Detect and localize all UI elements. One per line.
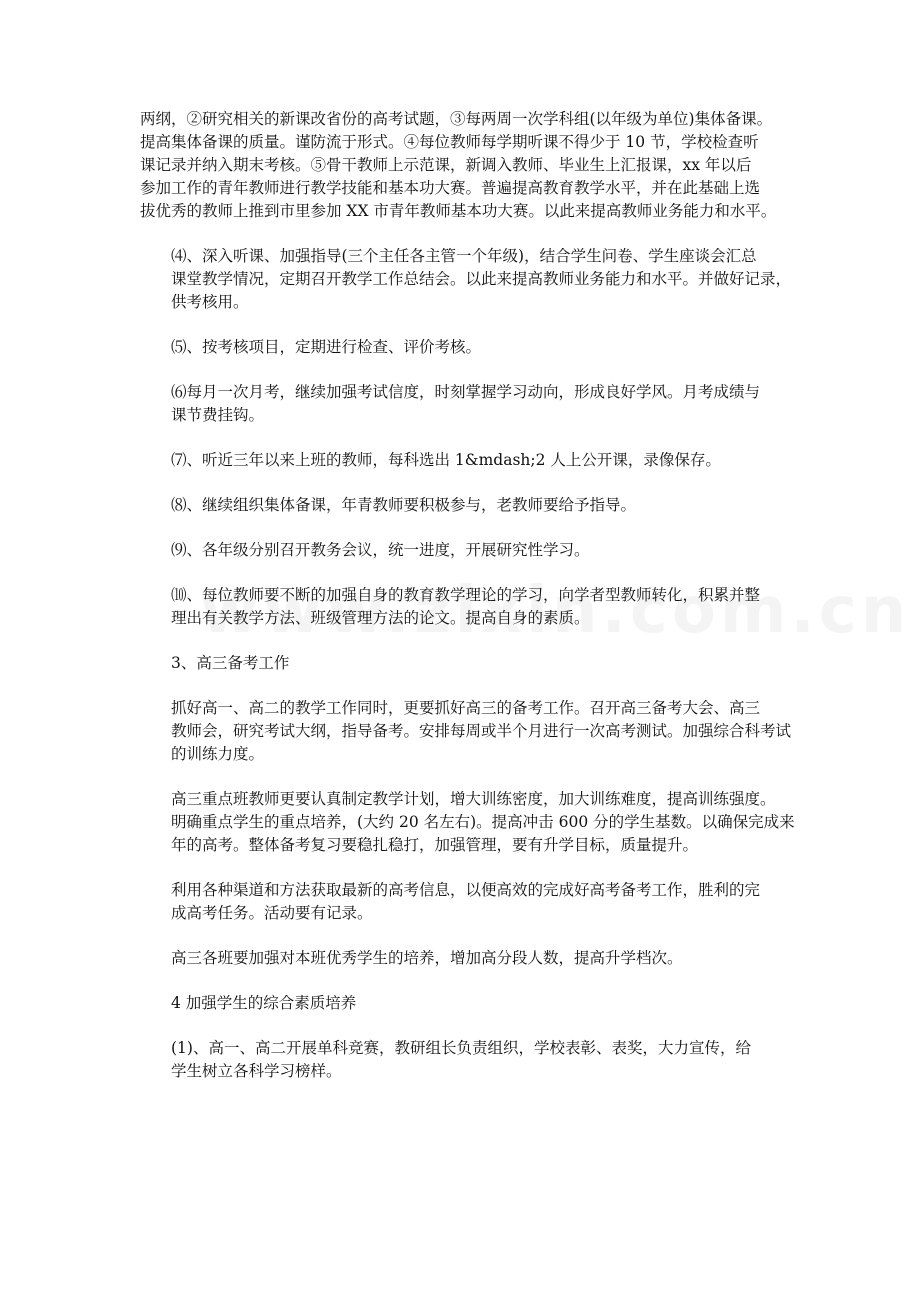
text-line: 拔优秀的教师上推到市里参加 XX 市青年教师基本功大赛。以此来提高教师业务能力和水平。	[140, 202, 777, 220]
paragraph	[140, 336, 790, 359]
paragraph	[140, 245, 790, 314]
text-line: 学生树立各科学习榜样。	[171, 1062, 342, 1080]
text-line: 两纲，②研究相关的新课改省份的高考试题，③每两周一次学科组(以年级为单位)集体备课。	[140, 110, 773, 128]
text-line: 课记录并纳入期末考核。⑤骨干教师上示范课，新调入教师、毕业生上汇报课，xx 年以后	[140, 156, 752, 174]
text-line: 利用各种渠道和方法获取最新的高考信息，以便高效的完成好高考备考工作，胜利的完	[171, 881, 761, 899]
text-line: ⑹每月一次月考，继续加强考试信度，时刻掌握学习动向，形成良好学风。月考成绩与	[171, 383, 761, 401]
text-line: (1)、高一、高二开展单科竞赛，教研组长负责组织，学校表彰、表奖，大力宣传，给	[171, 1039, 751, 1057]
text-line: 理出有关教学方法、班级管理方法的论文。提高自身的素质。	[171, 609, 590, 627]
text-line: ⑼、各年级分别召开教务会议，统一进度，开展研究性学习。	[171, 541, 590, 559]
text-line: ⑻、继续组织集体备课，年青教师要积极参与，老教师要给予指导。	[171, 496, 637, 514]
text-line: ⑽、每位教师要不断的加强自身的教育教学理论的学习，向学者型教师转化，积累并整	[171, 586, 761, 604]
paragraph	[140, 788, 795, 857]
paragraph	[140, 494, 790, 517]
paragraph	[140, 697, 790, 766]
text-line: 课堂教学情况，定期召开教学工作总结会。以此来提高教师业务能力和水平。并做好记录，	[171, 270, 792, 288]
document-body	[140, 108, 795, 1105]
text-line: 高三各班要加强对本班优秀学生的培养，增加高分段人数，提高升学档次。	[171, 949, 683, 967]
paragraph	[140, 879, 790, 925]
paragraph	[140, 1037, 790, 1083]
paragraph	[140, 947, 790, 970]
text-line: ⑷、深入听课、加强指导(三个主任各主管一个年级)，结合学生问卷、学生座谈会汇总	[171, 247, 757, 265]
text-line: 年的高考。整体备考复习要稳扎稳打，加强管理，要有升学目标，质量提升。	[171, 836, 699, 854]
text-line: 成高考任务。活动要有记录。	[171, 904, 373, 922]
text-line: 参加工作的青年教师进行教学技能和基本功大赛。普遍提高教育教学水平，并在此基础上选	[140, 179, 761, 197]
text-line: 明确重点学生的重点培养，(大约 20 名左右)。提高冲击 600 分的学生基数。以确保完成来	[171, 813, 795, 831]
text-line: 3、高三备考工作	[171, 654, 290, 672]
text-line: 4 加强学生的综合素质培养	[171, 994, 357, 1012]
text-line: 课节费挂钩。	[171, 406, 265, 424]
paragraph	[140, 108, 790, 223]
text-line: 高三重点班教师更要认真制定教学计划，增大训练密度，加大训练难度，提高训练强度。	[171, 790, 776, 808]
text-line: 抓好高一、高二的教学工作同时，更要抓好高三的备考工作。召开高三备考大会、高三	[171, 699, 761, 717]
text-line: 教师会，研究考试大纲，指导备考。安排每周或半个月进行一次高考测试。加强综合科考试	[171, 722, 792, 740]
paragraph	[140, 449, 790, 472]
paragraph	[140, 539, 790, 562]
paragraph	[140, 381, 790, 427]
text-line: 供考核用。	[171, 293, 249, 311]
text-line: 的训练力度。	[171, 745, 265, 763]
paragraph	[140, 652, 790, 675]
paragraph	[140, 992, 790, 1015]
text-line: ⑺、听近三年以来上班的教师，每科选出 1&mdash;2 人上公开课，录像保存。	[171, 451, 721, 469]
text-line: 提高集体备课的质量。谨防流于形式。④每位教师每学期听课不得少于 10 节，学校检查听	[140, 133, 759, 151]
text-line: ⑸、按考核项目，定期进行检查、评价考核。	[171, 338, 482, 356]
paragraph	[140, 584, 790, 630]
